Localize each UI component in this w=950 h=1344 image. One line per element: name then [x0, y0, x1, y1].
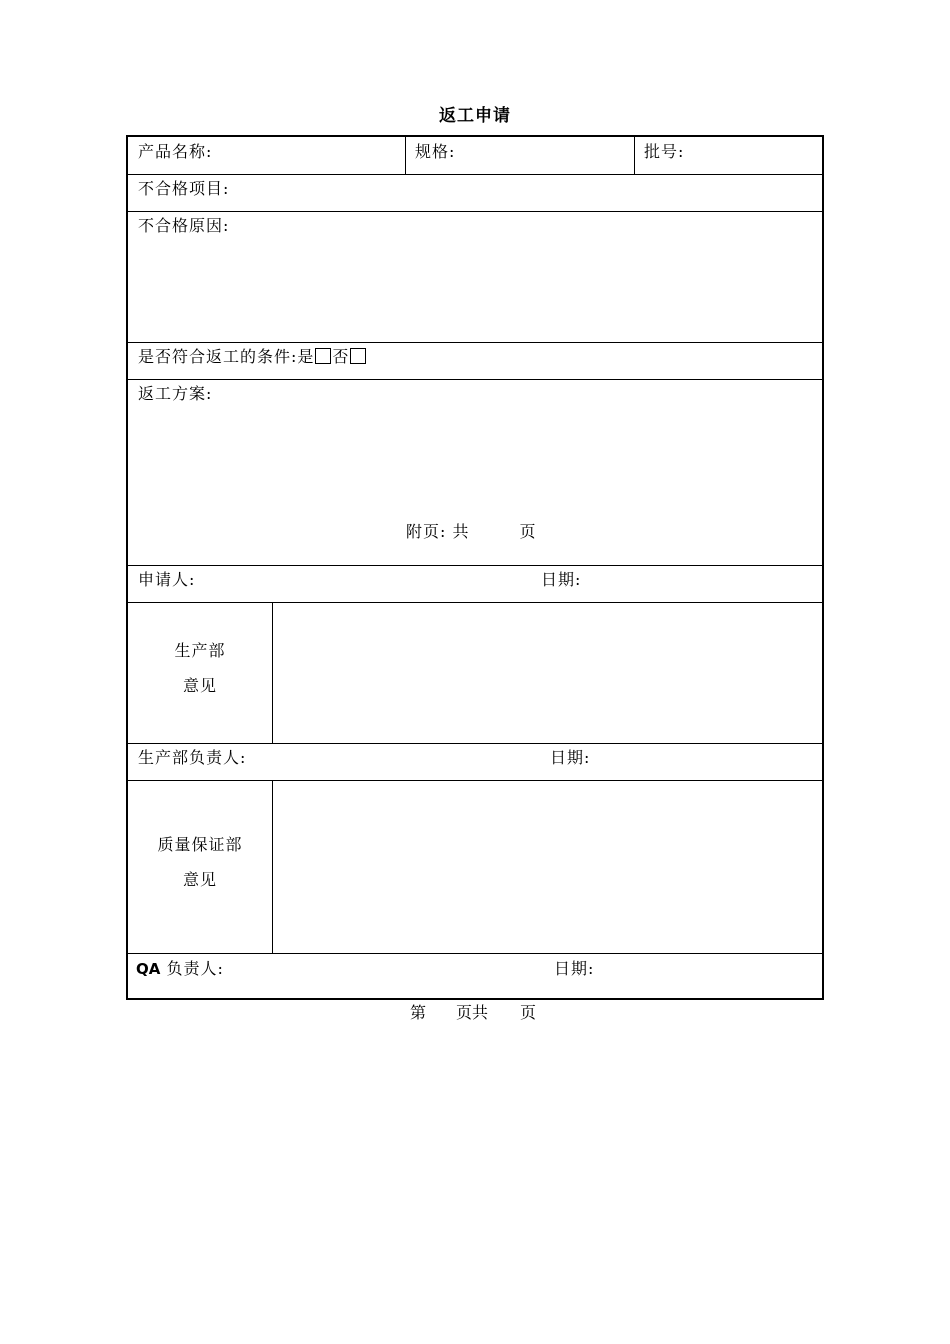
- divider: [272, 781, 273, 953]
- divider: [128, 174, 822, 175]
- divider: [128, 743, 822, 744]
- page-footer: [410, 1003, 536, 1023]
- divider: [634, 137, 635, 174]
- applicant-date-label: 日期:: [541, 570, 582, 589]
- qa-opinion-label-line2: 意见: [182, 870, 217, 889]
- rework-form: [126, 135, 824, 1000]
- qa-date-label: 日期:: [554, 959, 595, 978]
- divider: [405, 137, 406, 174]
- rework-condition-row: [138, 347, 367, 367]
- divider: [128, 953, 822, 954]
- divider: [128, 602, 822, 603]
- applicant-label: 申请人:: [138, 570, 196, 589]
- divider: [128, 565, 822, 566]
- attachment-prefix: 附页: 共: [406, 522, 470, 541]
- production-head-label: 生产部负责人:: [138, 748, 247, 767]
- attachment-count: [406, 522, 537, 542]
- rework-condition-label: 是否符合返工的条件:: [138, 347, 298, 366]
- production-date-label: 日期:: [550, 748, 591, 767]
- spec-label: 规格:: [415, 142, 456, 161]
- qa-head-text: 负责人:: [160, 959, 224, 978]
- rework-plan-label: 返工方案:: [138, 384, 213, 403]
- form-title: 返工申请: [439, 106, 511, 126]
- footer-page-prefix: 第: [410, 1003, 427, 1022]
- product-name-label: 产品名称:: [138, 142, 213, 161]
- qa-head-label: [136, 959, 224, 979]
- no-option-label: 否: [332, 347, 350, 366]
- qa-opinion-label-line1: 质量保证部: [157, 835, 243, 854]
- divider: [128, 342, 822, 343]
- no-checkbox[interactable]: [350, 348, 366, 364]
- attachment-suffix: 页: [519, 522, 537, 541]
- footer-page-suffix: 页: [520, 1003, 537, 1022]
- qa-prefix: QA: [136, 960, 161, 978]
- defect-item-label: 不合格项目:: [138, 179, 230, 198]
- divider: [128, 780, 822, 781]
- defect-reason-label: 不合格原因:: [138, 216, 230, 235]
- production-opinion-label-line2: 意见: [182, 676, 217, 695]
- divider: [128, 211, 822, 212]
- yes-checkbox[interactable]: [315, 348, 331, 364]
- footer-page-middle: 页共: [456, 1003, 489, 1022]
- divider: [272, 603, 273, 743]
- divider: [128, 379, 822, 380]
- yes-option-label: 是: [297, 347, 315, 366]
- batch-label: 批号:: [644, 142, 685, 161]
- production-opinion-label-line1: 生产部: [174, 641, 226, 660]
